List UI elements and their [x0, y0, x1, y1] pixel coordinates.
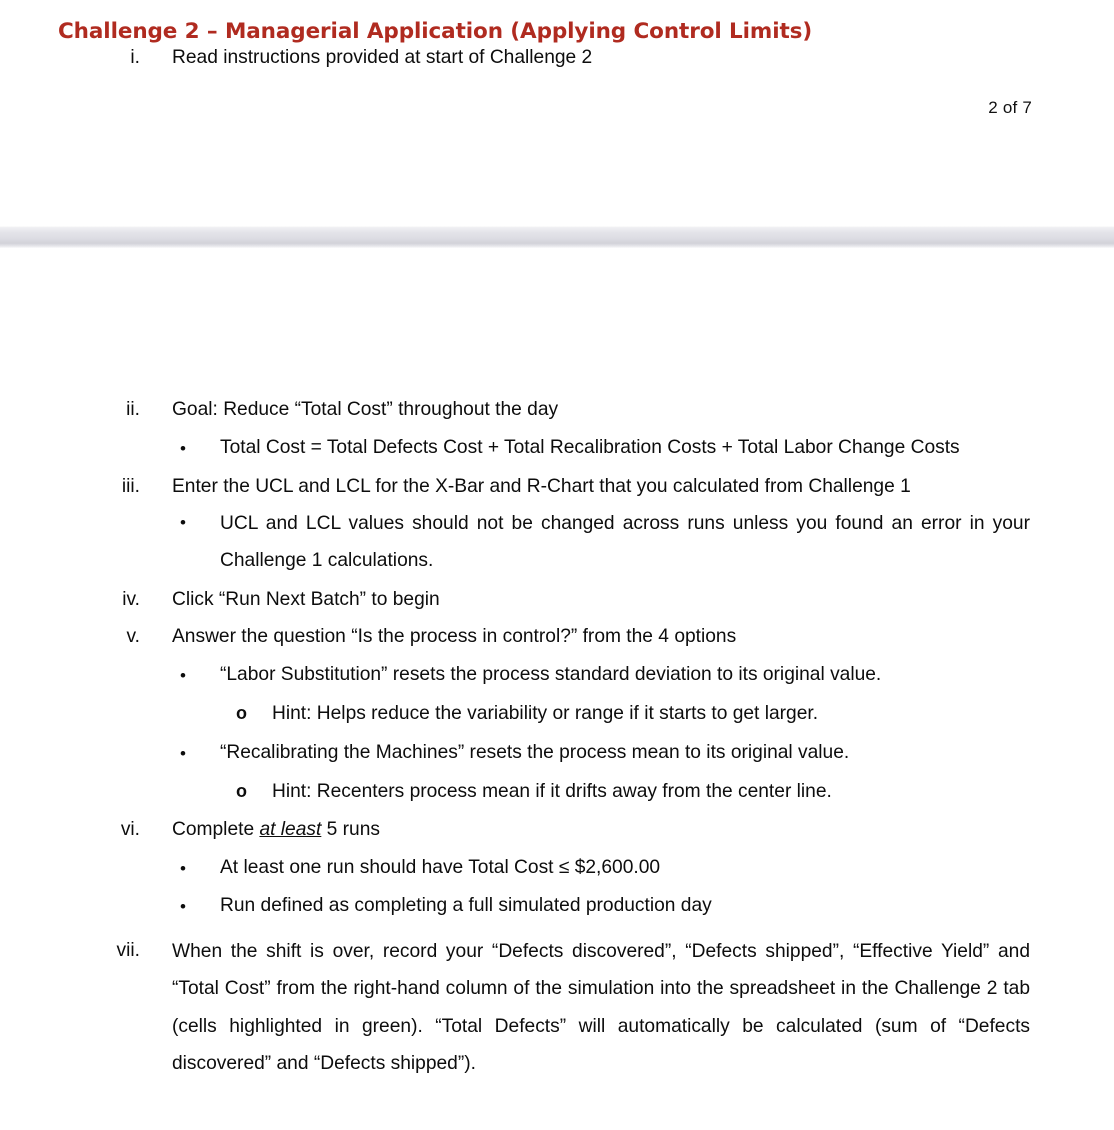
outline-item-i-text: Read instructions provided at start of Challenge 2 [172, 47, 593, 68]
outline-item-iii [0, 477, 1114, 497]
page-title: Challenge 2 – Managerial Application (Applying Control Limits) [58, 19, 813, 45]
list-marker-ii: ii. [126, 399, 140, 420]
outline-item-iii-bullet-1 [0, 505, 1114, 580]
outline-item-vi-text [172, 820, 1030, 839]
outline-item-iii-text: Enter the UCL and LCL for the X-Bar and R-Chart that you calculated from Challenge 1 [172, 476, 911, 497]
outline-item-ii-text: Goal: Reduce “Total Cost” throughout the day [172, 399, 559, 420]
bullet-icon: • [180, 439, 186, 458]
list-marker-v: v. [126, 626, 140, 647]
list-marker-i: i. [130, 47, 140, 68]
page-indicator: 2 of 7 [988, 98, 1032, 117]
outline-item-vi-bullet-2 [0, 896, 1114, 915]
outline-item-v-text: Answer the question “Is the process in control?” from the 4 options [172, 626, 737, 647]
page-separator-bar [0, 226, 1114, 248]
outline-item-vi-bullet-1 [0, 858, 1114, 877]
outline-item-ii-bullet-1 [0, 438, 1114, 457]
bullet-icon: • [180, 897, 186, 916]
outline-item-v-sub-1-text: Hint: Helps reduce the variability or range if it starts to get larger. [272, 703, 819, 724]
bullet-icon: • [180, 666, 186, 685]
list-marker-vii: vii. [116, 940, 140, 961]
sub-bullet-icon: o [236, 781, 247, 801]
outline-item-vi-text-after: 5 runs [321, 819, 380, 840]
outline-item-v-sub-2-text: Hint: Recenters process mean if it drifts away from the center line. [272, 781, 832, 802]
outline-item-ii-bullet-1-text: Total Cost = Total Defects Cost + Total Recalibration Costs + Total Labor Change Costs [220, 437, 960, 458]
bullet-icon: • [180, 859, 186, 878]
bullet-icon: • [180, 513, 186, 532]
outline-item-vii-text: When the shift is over, record your “Defects discovered”, “Defects shipped”, “Effective Yield” and “Total Cost” from the right-hand column of the simulation into the spreadsheet in the Challenge 2 tab (cells highlighted in green). “Total Defects” will automatically be calculated (sum of “Defects discovered” and “Defects shipped”). [172, 941, 1030, 1075]
outline-item-vi-bullet-2-text: Run defined as completing a full simulated production day [220, 895, 712, 916]
outline-item-v-sub-1 [0, 704, 1114, 723]
outline-item-v [0, 627, 1114, 647]
list-marker-vi: vi. [120, 819, 140, 840]
outline-item-vi-text-before: Complete [172, 819, 260, 840]
outline-item-v-bullet-2 [0, 743, 1114, 762]
outline-item-v-bullet-1 [0, 665, 1114, 684]
list-marker-iii: iii. [121, 476, 140, 497]
outline-item-iii-bullet-1-text: UCL and LCL values should not be changed across runs unless you found an error in your Challenge 1 calculations. [220, 513, 1030, 572]
outline-item-vi-bullet-1-text: At least one run should have Total Cost ≤ $2,600.00 [220, 857, 661, 878]
outline-item-vii [0, 933, 1114, 1083]
outline-item-vi [0, 820, 1114, 840]
outline-item-v-bullet-2-text: “Recalibrating the Machines” resets the process mean to its original value. [220, 742, 850, 763]
outline-item-vi-emphasis: at least [259, 819, 322, 840]
outline-item-ii [0, 400, 1114, 420]
outline-item-v-sub-2 [0, 782, 1114, 801]
list-marker-iv: iv. [122, 589, 140, 610]
outline-item-i [0, 48, 1114, 68]
outline-item-v-bullet-1-text: “Labor Substitution” resets the process standard deviation to its original value. [220, 664, 882, 685]
bullet-icon: • [180, 744, 186, 763]
outline-item-iv [0, 590, 1114, 610]
outline-item-iv-text: Click “Run Next Batch” to begin [172, 589, 440, 610]
sub-bullet-icon: o [236, 703, 247, 723]
